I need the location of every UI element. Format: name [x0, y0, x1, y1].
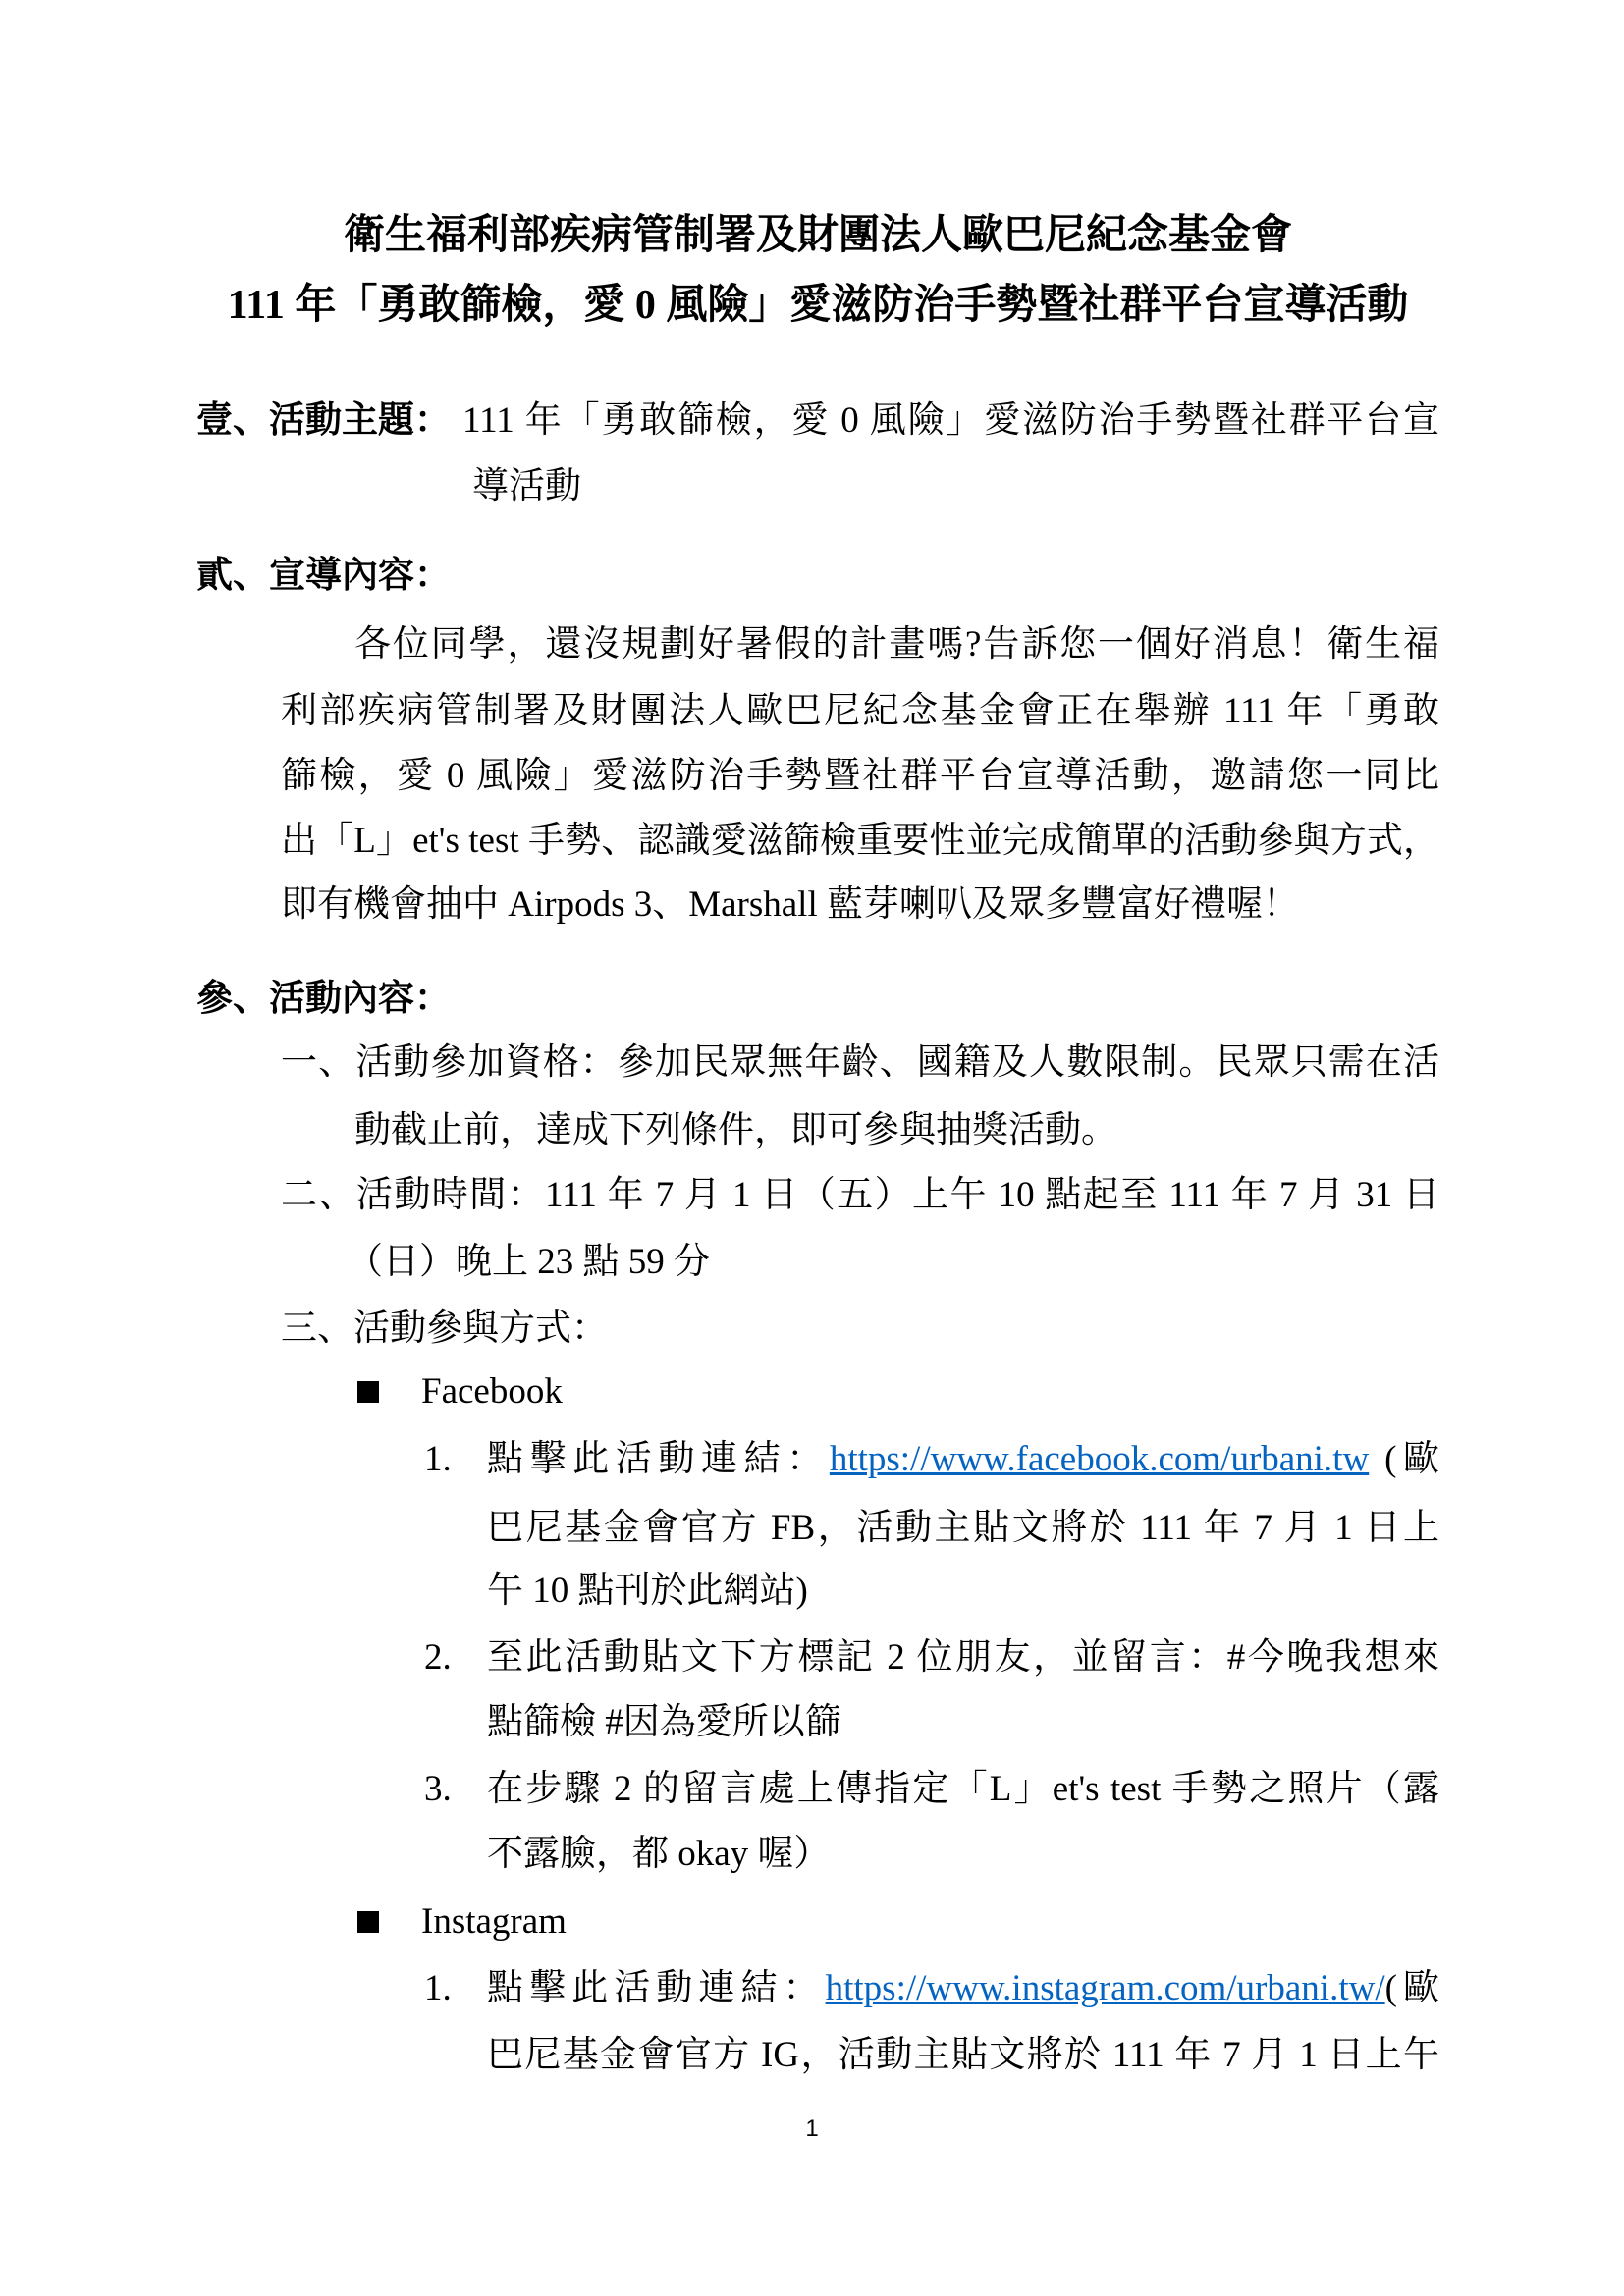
section-2-paragraph-line-2: 利部疾病管制署及財團法人歐巴尼紀念基金會正在舉辦 111 年「勇敢	[281, 691, 1439, 731]
event-period-line-1: 二、活動時間：111 年 7 月 1 日（五）上午 10 點起至 111 年 7 月 31 日	[281, 1175, 1439, 1215]
eligibility-line-2: 動截止前，達成下列條件，即可參與抽獎活動。	[354, 1110, 1117, 1150]
document-title-line-2: 111 年「勇敢篩檢，愛 0 風險」愛滋防治手勢暨社群平台宣導活動	[227, 283, 1409, 328]
instagram-label: Instagram	[421, 1901, 567, 1942]
participation-method-label: 三、活動參與方式：	[281, 1308, 608, 1349]
facebook-step-2-line-1: 至此活動貼文下方標記 2 位朋友，並留言：#今晚我想來	[487, 1637, 1439, 1678]
instagram-event-link[interactable]: https://www.instagram.com/urbani.tw/	[825, 1968, 1385, 2008]
instagram-step-1-prefix: 點擊此活動連結：	[487, 1968, 826, 2008]
section-1-text-line-1: 111 年「勇敢篩檢，愛 0 風險」愛滋防治手勢暨社群平台宣	[462, 400, 1439, 441]
facebook-step-1-suffix: (歐	[1369, 1439, 1439, 1479]
instagram-step-1-suffix: (歐	[1384, 1968, 1440, 2008]
facebook-event-link[interactable]: https://www.facebook.com/urbani.tw	[829, 1439, 1370, 1479]
facebook-step-2-line-2: 點篩檢 #因為愛所以篩	[487, 1702, 841, 1742]
page-number: 1	[805, 2115, 819, 2142]
section-1-text-line-2: 導活動	[472, 466, 581, 507]
facebook-step-1-number: 1.	[424, 1439, 452, 1479]
facebook-step-1-line-2: 巴尼基金會官方 FB，活動主貼文將於 111 年 7 月 1 日上	[487, 1508, 1439, 1548]
section-3-heading: 參、活動內容：	[196, 979, 451, 1019]
section-2-paragraph-line-1: 各位同學，還沒規劃好暑假的計畫嗎?告訴您一個好消息！衛生福	[354, 624, 1439, 665]
eligibility-line-1: 一、活動參加資格：參加民眾無年齡、國籍及人數限制。民眾只需在活	[281, 1042, 1439, 1083]
facebook-step-1-line-3: 午 10 點刊於此網站)	[487, 1571, 808, 1611]
section-1-heading: 壹、活動主題：	[196, 400, 451, 441]
section-2-paragraph-line-4: 出「L」et's test 手勢、認識愛滋篩檢重要性並完成簡單的活動參與方式，	[281, 821, 1439, 861]
instagram-step-1-line-2: 巴尼基金會官方 IG，活動主貼文將於 111 年 7 月 1 日上午	[487, 2035, 1439, 2075]
section-2-paragraph-line-3: 篩檢，愛 0 風險」愛滋防治手勢暨社群平台宣導活動，邀請您一同比	[281, 756, 1439, 796]
instagram-step-1-number: 1.	[424, 1968, 452, 2008]
facebook-step-3-line-2: 不露臉，都 okay 喔）	[487, 1834, 831, 1874]
facebook-step-1-prefix: 點擊此活動連結：	[487, 1439, 830, 1479]
section-2-paragraph-line-5: 即有機會抽中 Airpods 3、Marshall 藍芽喇叭及眾多豐富好禮喔！	[281, 884, 1299, 925]
square-bullet-icon	[357, 1381, 379, 1403]
section-2-heading: 貳、宣導內容：	[196, 556, 451, 596]
facebook-step-2-number: 2.	[424, 1637, 452, 1678]
document-title-line-1: 衛生福利部疾病管制署及財團法人歐巴尼紀念基金會	[343, 213, 1292, 258]
facebook-step-3-number: 3.	[424, 1769, 452, 1809]
square-bullet-icon	[357, 1911, 379, 1933]
facebook-label: Facebook	[421, 1371, 563, 1412]
facebook-step-3-line-1: 在步驟 2 的留言處上傳指定「L」et's test 手勢之照片（露	[487, 1769, 1439, 1809]
facebook-step-1-line-1	[487, 1436, 1439, 1483]
event-period-line-2: （日）晚上 23 點 59 分	[347, 1242, 710, 1282]
instagram-step-1-line-1	[487, 1965, 1439, 2012]
